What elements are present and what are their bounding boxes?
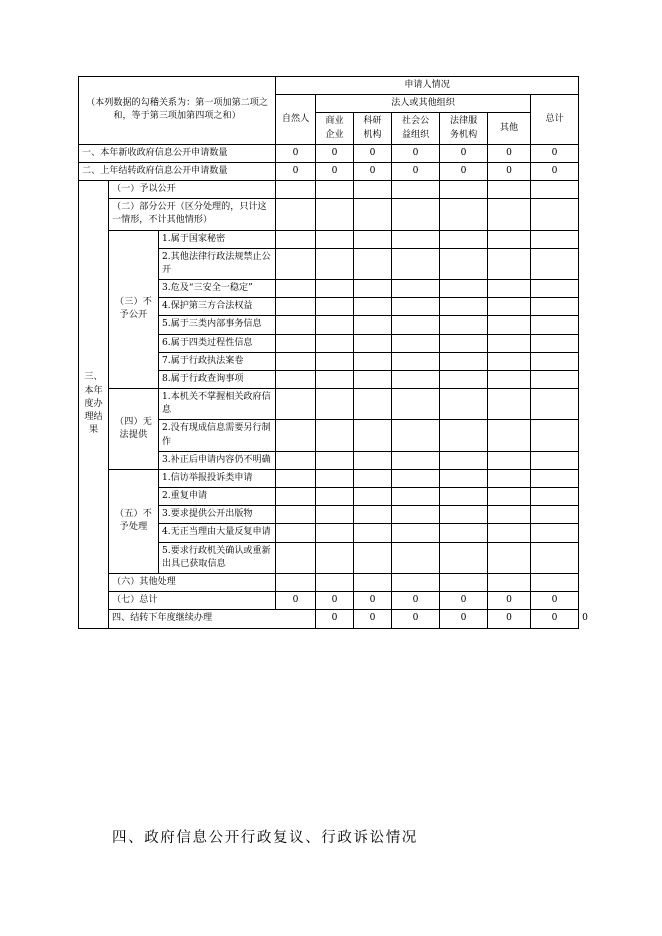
cell-sub6-commercial-enterprise: [316, 573, 354, 591]
table-row-carried-over-applications: [79, 162, 579, 180]
cell-sub2-other: [488, 199, 531, 230]
cell-sub3-5-other: [488, 316, 531, 334]
table-row-sub3-item-1: [79, 230, 579, 248]
cell-sub4-1-commercial-enterprise: [316, 389, 354, 420]
cell-r2-legal-service-org: 0: [440, 162, 488, 180]
cell-sub3-6-research-institution: [354, 334, 392, 352]
cell-sub5-1-research-institution: [354, 469, 392, 487]
cell-sub1-other: [488, 181, 531, 199]
cell-sub1-social-welfare-org: [392, 181, 440, 199]
cell-sub3-1-legal-service-org: [440, 230, 488, 248]
cell-sub3-3-commercial-enterprise: [316, 280, 354, 298]
cell-sub3-8-commercial-enterprise: [316, 370, 354, 388]
government-info-disclosure-table: [78, 76, 588, 629]
cell-sub5-1-total: [531, 469, 579, 487]
header-col-other: 其他: [488, 113, 531, 144]
row-label-sub3-item-7: 7.属于行政执法案卷: [159, 352, 276, 370]
row-label-sub3-item-2: 2.其他法律行政法规禁止公开: [159, 248, 276, 279]
cell-sub3-6-social-welfare-org: [392, 334, 440, 352]
cell-sub5-4-natural-person: [276, 524, 316, 542]
cell-sub2-commercial-enterprise: [316, 199, 354, 230]
cell-sub5-4-commercial-enterprise: [316, 524, 354, 542]
cell-sub7-natural-person: 0: [276, 592, 316, 610]
cell-sub2-research-institution: [354, 199, 392, 230]
header-col-social-welfare-org: [392, 113, 440, 144]
cell-sub3-2-commercial-enterprise: [316, 248, 354, 279]
row-label-sub3-item-4: 4.保护第三方合法权益: [159, 298, 276, 316]
cell-sub4-3-social-welfare-org: [392, 451, 440, 469]
cell-sub3-4-total: [531, 298, 579, 316]
cell-sub3-7-total: [531, 352, 579, 370]
cell-sub5-1-social-welfare-org: [392, 469, 440, 487]
cell-r1-other: 0: [488, 144, 531, 162]
cell-sub7-total: 0: [531, 592, 579, 610]
cell-sub6-research-institution: [354, 573, 392, 591]
table-row-sub2-partially-disclosed: [79, 199, 579, 230]
cell-sub6-social-welfare-org: [392, 573, 440, 591]
cell-sub3-3-legal-service-org: [440, 280, 488, 298]
cell-sub5-1-commercial-enterprise: [316, 469, 354, 487]
row-label-sub3-item-6: 6.属于四类过程性信息: [159, 334, 276, 352]
table-row-carried-to-next-year: 四、结转下年度继续办理 0 0 0 0 0 0 0: [79, 610, 579, 628]
row-label-sub3-item-8: 8.属于行政查询事项: [159, 370, 276, 388]
cell-sub3-7-legal-service-org: [440, 352, 488, 370]
cell-sub3-3-natural-person: [276, 280, 316, 298]
row-label-sub3-item-5: 5.属于三类内部事务信息: [159, 316, 276, 334]
cell-sub3-4-legal-service-org: [440, 298, 488, 316]
cell-sub5-5-other: [488, 542, 531, 573]
cell-sub6-legal-service-org: [440, 573, 488, 591]
cell-sub5-3-commercial-enterprise: [316, 506, 354, 524]
cell-sub5-5-social-welfare-org: [392, 542, 440, 573]
cell-sub3-6-total: [531, 334, 579, 352]
header-col-legal-service-org-line1: 法律服: [449, 116, 478, 127]
cell-sub4-2-social-welfare-org: [392, 420, 440, 451]
header-col-commercial-enterprise-line1: 商业: [325, 116, 344, 127]
cell-sub3-6-natural-person: [276, 334, 316, 352]
cell-sub5-1-other: [488, 469, 531, 487]
cell-sub2-legal-service-org: [440, 199, 488, 230]
row-label-sub4-item-1: 1.本机关不掌握相关政府信息: [159, 389, 276, 420]
cell-sub5-2-commercial-enterprise: [316, 488, 354, 506]
cell-sub3-2-other: [488, 248, 531, 279]
cell-r4-legal-service-org: 0: [488, 610, 531, 628]
row-label-sub5-item-3: 3.要求提供公开出版物: [159, 506, 276, 524]
cell-sub7-social-welfare-org: 0: [392, 592, 440, 610]
row-label-sub5-item-4: 4.无正当理由大量反复申请: [159, 524, 276, 542]
cell-sub4-2-legal-service-org: [440, 420, 488, 451]
cell-sub6-other: [488, 573, 531, 591]
cell-sub5-3-research-institution: [354, 506, 392, 524]
cell-r1-research-institution: 0: [354, 144, 392, 162]
cell-r2-commercial-enterprise: 0: [316, 162, 354, 180]
cell-sub3-5-social-welfare-org: [392, 316, 440, 334]
header-col-natural-person: 自然人: [276, 95, 316, 145]
cell-sub5-3-total: [531, 506, 579, 524]
cell-sub3-8-natural-person: [276, 370, 316, 388]
cell-sub3-8-total: [531, 370, 579, 388]
cell-sub3-3-other: [488, 280, 531, 298]
cell-sub4-2-total: [531, 420, 579, 451]
cell-sub3-8-other: [488, 370, 531, 388]
row-label-sub7-total: （七）总计: [109, 592, 276, 610]
cell-sub3-2-total: [531, 248, 579, 279]
cell-sub3-5-legal-service-org: [440, 316, 488, 334]
cell-sub2-natural-person: [276, 199, 316, 230]
cell-sub3-4-natural-person: [276, 298, 316, 316]
cell-sub5-1-legal-service-org: [440, 469, 488, 487]
cell-sub3-8-legal-service-org: [440, 370, 488, 388]
cell-sub5-4-total: [531, 524, 579, 542]
cell-sub3-6-commercial-enterprise: [316, 334, 354, 352]
cell-sub3-5-research-institution: [354, 316, 392, 334]
cell-sub3-1-social-welfare-org: [392, 230, 440, 248]
header-col-research-institution: [354, 113, 392, 144]
header-col-commercial-enterprise: [316, 113, 354, 144]
cell-sub5-3-legal-service-org: [440, 506, 488, 524]
cell-sub4-3-other: [488, 451, 531, 469]
cell-sub3-4-other: [488, 298, 531, 316]
row-label-sub6-other-processing: （六）其他处理: [109, 573, 276, 591]
cell-r1-social-welfare-org: 0: [392, 144, 440, 162]
cell-sub5-5-commercial-enterprise: [316, 542, 354, 573]
cell-r2-other: 0: [488, 162, 531, 180]
cell-sub3-7-commercial-enterprise: [316, 352, 354, 370]
cell-sub4-2-natural-person: [276, 420, 316, 451]
row-label-sub2-partially-disclosed: （二）部分公开（区分处理的，只计这一情形，不计其他情形）: [109, 199, 276, 230]
section-heading-administrative-review: 四、政府信息公开行政复议、行政诉讼情况: [112, 830, 418, 846]
cell-r4-natural-person: 0: [316, 610, 354, 628]
row-label-sub3-item-1: 1.属于国家秘密: [159, 230, 276, 248]
cell-sub7-research-institution: 0: [354, 592, 392, 610]
cell-sub3-4-social-welfare-org: [392, 298, 440, 316]
table-row-new-applications: [79, 144, 579, 162]
cell-sub5-3-social-welfare-org: [392, 506, 440, 524]
cell-sub3-5-total: [531, 316, 579, 334]
cell-sub4-3-research-institution: [354, 451, 392, 469]
cell-sub3-7-other: [488, 352, 531, 370]
table-header-row-1: [79, 77, 579, 95]
row-group-label-processing-results: 三、本年度办理结果: [79, 181, 109, 628]
cell-sub3-7-social-welfare-org: [392, 352, 440, 370]
cell-sub5-4-research-institution: [354, 524, 392, 542]
cell-sub6-total: [531, 573, 579, 591]
header-col-commercial-enterprise-line2: 企业: [325, 129, 344, 140]
cell-r4-other: 0: [531, 610, 579, 628]
cell-sub4-3-total: [531, 451, 579, 469]
cell-sub1-total: [531, 181, 579, 199]
header-legal-person-group: 法人或其他组织: [316, 95, 531, 113]
header-note-cell: （本列数据的勾稽关系为：第一项加第二项之和，等于第三项加第四项之和）: [79, 77, 276, 145]
cell-r4-social-welfare-org: 0: [440, 610, 488, 628]
header-col-social-welfare-org-line1: 社会公: [401, 116, 430, 127]
cell-sub4-1-total: [531, 389, 579, 420]
cell-sub5-1-natural-person: [276, 469, 316, 487]
cell-sub5-3-natural-person: [276, 506, 316, 524]
cell-sub3-8-social-welfare-org: [392, 370, 440, 388]
cell-sub5-5-research-institution: [354, 542, 392, 573]
row-label-sub1-disclosed: （一）予以公开: [109, 181, 276, 199]
table-row-sub4-item-1: [79, 389, 579, 420]
header-col-total: 总计: [531, 95, 579, 145]
header-col-legal-service-org-line2: 务机构: [449, 129, 478, 140]
cell-sub3-3-total: [531, 280, 579, 298]
cell-sub5-5-natural-person: [276, 542, 316, 573]
cell-sub3-2-legal-service-org: [440, 248, 488, 279]
cell-r2-total: 0: [531, 162, 579, 180]
cell-sub5-2-social-welfare-org: [392, 488, 440, 506]
cell-r2-research-institution: 0: [354, 162, 392, 180]
cell-sub5-2-legal-service-org: [440, 488, 488, 506]
cell-sub7-legal-service-org: 0: [440, 592, 488, 610]
cell-sub7-other: 0: [488, 592, 531, 610]
cell-sub5-4-other: [488, 524, 531, 542]
cell-sub3-2-social-welfare-org: [392, 248, 440, 279]
table-row-sub7-total: [79, 592, 579, 610]
cell-sub5-4-social-welfare-org: [392, 524, 440, 542]
cell-sub1-commercial-enterprise: [316, 181, 354, 199]
row-label-new-applications: 一、本年新收政府信息公开申请数量: [79, 144, 276, 162]
header-col-social-welfare-org-line2: 益组织: [401, 129, 430, 140]
cell-sub4-2-research-institution: [354, 420, 392, 451]
cell-r1-commercial-enterprise: 0: [316, 144, 354, 162]
cell-sub2-total: [531, 199, 579, 230]
header-col-research-institution-line2: 机构: [363, 129, 382, 140]
cell-r1-legal-service-org: 0: [440, 144, 488, 162]
cell-sub5-5-legal-service-org: [440, 542, 488, 573]
cell-sub4-3-commercial-enterprise: [316, 451, 354, 469]
row-label-carried-over-applications: 二、上年结转政府信息公开申请数量: [79, 162, 276, 180]
cell-sub3-6-other: [488, 334, 531, 352]
cell-sub4-1-natural-person: [276, 389, 316, 420]
row-group-label-sub3-not-disclosed: （三）不予公开: [109, 230, 159, 389]
cell-sub5-3-other: [488, 506, 531, 524]
row-group-label-sub5-not-processed: （五）不予处理: [109, 469, 159, 573]
cell-sub3-1-total: [531, 230, 579, 248]
cell-r4-research-institution: 0: [392, 610, 440, 628]
cell-sub3-3-social-welfare-org: [392, 280, 440, 298]
row-label-sub5-item-2: 2.重复申请: [159, 488, 276, 506]
header-applicant-group: 申请人情况: [276, 77, 579, 95]
cell-sub1-research-institution: [354, 181, 392, 199]
cell-sub6-natural-person: [276, 573, 316, 591]
header-col-legal-service-org: [440, 113, 488, 144]
cell-sub4-1-social-welfare-org: [392, 389, 440, 420]
cell-sub5-4-legal-service-org: [440, 524, 488, 542]
row-label-sub5-item-5: 5.要求行政机关确认或重新出具已获取信息: [159, 542, 276, 573]
cell-sub5-2-total: [531, 488, 579, 506]
cell-r1-total: 0: [531, 144, 579, 162]
cell-sub3-3-research-institution: [354, 280, 392, 298]
row-label-sub4-item-2: 2.没有现成信息需要另行制作: [159, 420, 276, 451]
table-row-sub6-other-processing: [79, 573, 579, 591]
cell-sub3-4-commercial-enterprise: [316, 298, 354, 316]
row-label-sub4-item-3: 3.补正后申请内容仍不明确: [159, 451, 276, 469]
cell-sub3-7-research-institution: [354, 352, 392, 370]
cell-sub1-legal-service-org: [440, 181, 488, 199]
cell-sub3-2-research-institution: [354, 248, 392, 279]
cell-sub5-2-natural-person: [276, 488, 316, 506]
table-row-sub5-item-1: [79, 469, 579, 487]
cell-sub3-5-natural-person: [276, 316, 316, 334]
cell-sub5-2-other: [488, 488, 531, 506]
table-row-sub1-disclosed: [79, 181, 579, 199]
header-col-research-institution-line1: 科研: [363, 116, 382, 127]
row-label-sub3-item-3: 3.危及“三安全一稳定”: [159, 280, 276, 298]
cell-sub4-1-legal-service-org: [440, 389, 488, 420]
row-label-carried-to-next-year: 四、结转下年度继续办理: [109, 610, 316, 628]
cell-sub2-social-welfare-org: [392, 199, 440, 230]
cell-sub3-2-natural-person: [276, 248, 316, 279]
row-label-sub5-item-1: 1.信访举报投诉类申请: [159, 469, 276, 487]
cell-sub7-commercial-enterprise: 0: [316, 592, 354, 610]
cell-sub3-1-natural-person: [276, 230, 316, 248]
cell-sub4-3-natural-person: [276, 451, 316, 469]
cell-sub3-5-commercial-enterprise: [316, 316, 354, 334]
cell-r1-natural-person: 0: [276, 144, 316, 162]
cell-r2-natural-person: 0: [276, 162, 316, 180]
row-group-label-sub4-unable-to-provide: （四）无法提供: [109, 389, 159, 470]
cell-r4-commercial-enterprise: 0: [354, 610, 392, 628]
cell-sub4-3-legal-service-org: [440, 451, 488, 469]
cell-sub3-6-legal-service-org: [440, 334, 488, 352]
cell-sub3-7-natural-person: [276, 352, 316, 370]
cell-sub3-1-other: [488, 230, 531, 248]
cell-sub5-2-research-institution: [354, 488, 392, 506]
cell-r2-social-welfare-org: 0: [392, 162, 440, 180]
cell-sub4-2-other: [488, 420, 531, 451]
cell-sub4-1-research-institution: [354, 389, 392, 420]
cell-sub5-5-total: [531, 542, 579, 573]
cell-sub4-2-commercial-enterprise: [316, 420, 354, 451]
cell-sub1-natural-person: [276, 181, 316, 199]
cell-sub3-4-research-institution: [354, 298, 392, 316]
cell-sub3-8-research-institution: [354, 370, 392, 388]
cell-sub4-1-other: [488, 389, 531, 420]
cell-sub3-1-commercial-enterprise: [316, 230, 354, 248]
cell-sub3-1-research-institution: [354, 230, 392, 248]
